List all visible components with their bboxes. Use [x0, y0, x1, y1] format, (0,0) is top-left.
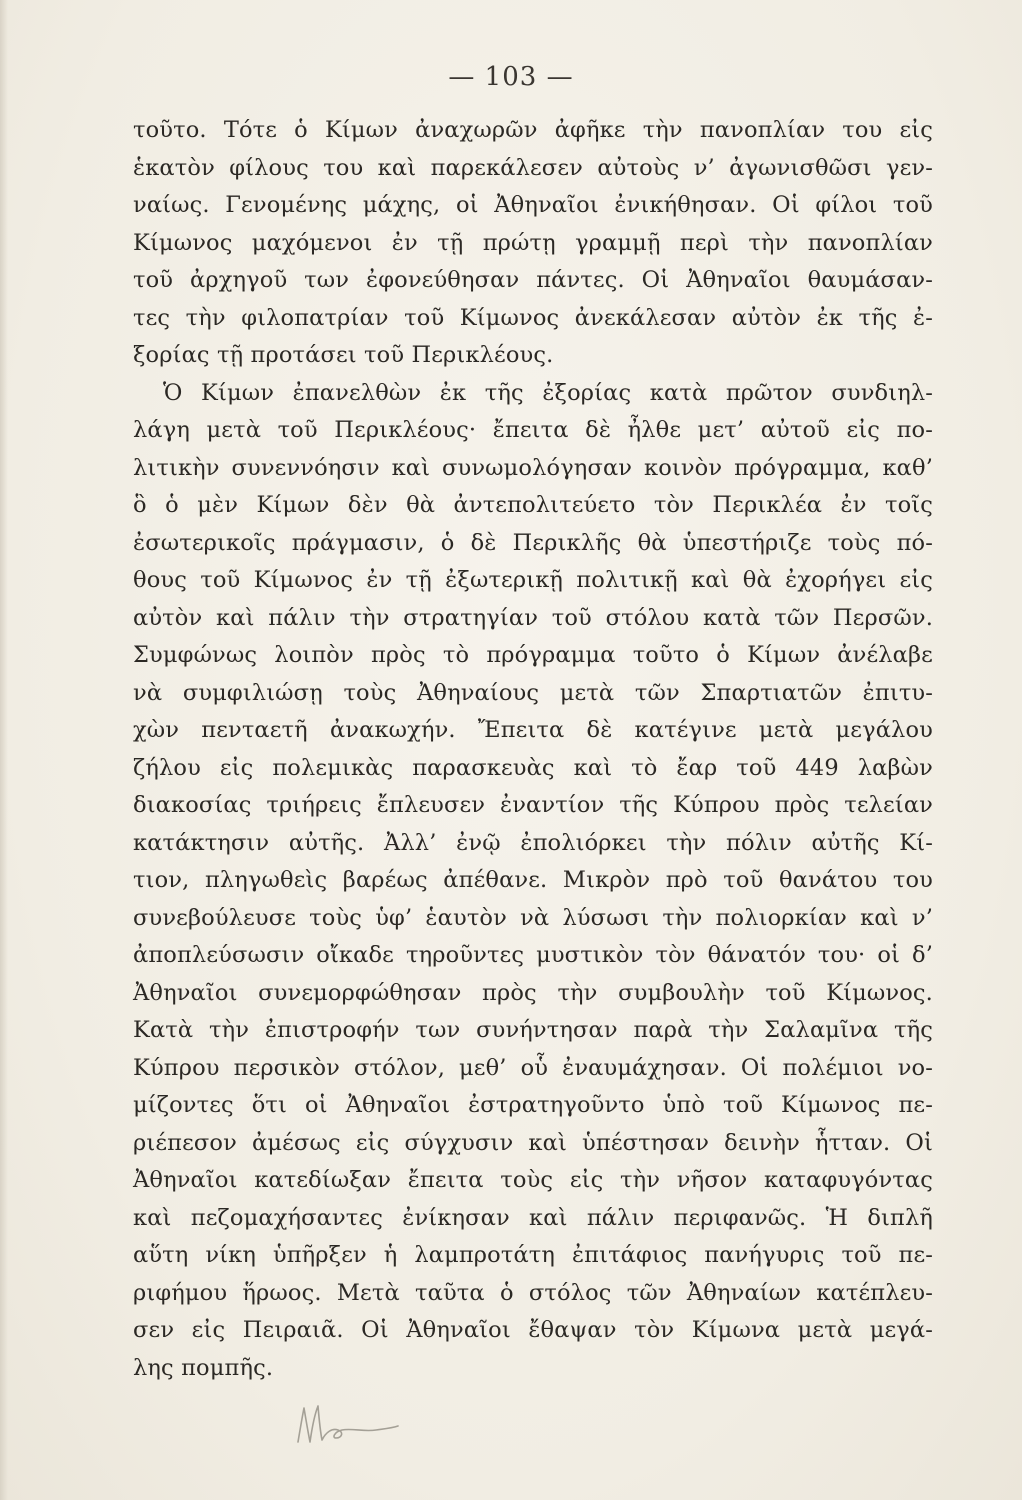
text-line: τοῦ ἀρχηγοῦ των ἐφονεύθησαν πάντες. Οἱ Ἀθηναῖοι θαυμάσαν- — [133, 267, 933, 293]
text-line: κατάκτησιν αὐτῆς. Ἀλλ’ ἐνῷ ἐπολιόρκει τὴν πόλιν αὐτῆς Κί- — [133, 829, 933, 856]
text-line: τες τὴν φιλοπατρίαν τοῦ Κίμωνος ἀνεκάλεσαν αὐτὸν ἐκ τῆς ἐ- — [133, 304, 933, 331]
text-line: ζήλου εἰς πολεμικὰς παρασκευὰς καὶ τὸ ἔαρ τοῦ 449 λαβὼν — [133, 754, 933, 781]
text-line: ἑκατὸν φίλους του καὶ παρεκάλεσεν αὐτοὺς ν’ ἀγωνισθῶσι γεν- — [133, 154, 933, 181]
text-line: ριφήμου ἥρωος. Μετὰ ταῦτα ὁ στόλος τῶν Ἀθηναίων κατέπλευ- — [133, 1279, 933, 1306]
page-binding-edge — [0, 0, 8, 1500]
text-line: ναίως. Γενομένης μάχης, οἱ Ἀθηναῖοι ἐνικήθησαν. Οἱ φίλοι τοῦ — [133, 192, 933, 218]
text-line: μίζοντες ὅτι οἱ Ἀθηναῖοι ἐστρατηγοῦντο ὑπὸ τοῦ Κίμωνος πε- — [133, 1092, 933, 1118]
text-line-paragraph-end: λης πομπῆς. — [133, 1354, 274, 1381]
handwritten-signature — [292, 1392, 402, 1452]
text-line: ἀποπλεύσωσιν οἴκαδε τηροῦντες μυστικὸν τὸν θάνατόν του· οἱ δ’ — [133, 942, 933, 968]
text-line: τιον, πληγωθεὶς βαρέως ἀπέθανε. Μικρὸν πρὸ τοῦ θανάτου του — [133, 867, 933, 893]
text-line: λάγη μετὰ τοῦ Περικλέους· ἔπειτα δὲ ἦλθε μετ’ αὐτοῦ εἰς πο- — [133, 417, 933, 443]
text-line: Κίμωνος μαχόμενοι ἐν τῇ πρώτῃ γραμμῇ περὶ τὴν πανοπλίαν — [133, 229, 933, 256]
text-line: νὰ συμφιλιώσῃ τοὺς Ἀθηναίους μετὰ τῶν Σπαρτιατῶν ἐπιτυ- — [133, 679, 933, 706]
text-line: θους τοῦ Κίμωνος ἐν τῇ ἐξωτερικῇ πολιτικῇ καὶ θὰ ἐχορήγει εἰς — [133, 567, 933, 593]
text-line: ὃ ὁ μὲν Κίμων δὲν θὰ ἀντεπολιτεύετο τὸν Περικλέα ἐν τοῖς — [133, 492, 933, 518]
text-line: αὐτὸν καὶ πάλιν τὴν στρατηγίαν τοῦ στόλου κατὰ τῶν Περσῶν. — [133, 604, 933, 631]
text-line: Ἀθηναῖοι κατεδίωξαν ἔπειτα τοὺς εἰς τὴν νῆσον καταφυγόντας — [133, 1167, 933, 1193]
text-line: ριέπεσον ἀμέσως εἰς σύγχυσιν καὶ ὑπέστησαν δεινὴν ἧτταν. Οἱ — [133, 1129, 933, 1156]
text-line: Συμφώνως λοιπὸν πρὸς τὸ πρόγραμμα τοῦτο ὁ Κίμων ἀνέλαβε — [133, 642, 933, 668]
text-line: αὕτη νίκη ὑπῆρξεν ἡ λαμπροτάτη ἐπιτάφιος πανήγυρις τοῦ πε- — [133, 1242, 933, 1268]
text-line: τοῦτο. Τότε ὁ Κίμων ἀναχωρῶν ἀφῆκε τὴν πανοπλίαν του εἰς — [133, 117, 933, 143]
text-line: ἐσωτερικοῖς πράγμασιν, ὁ δὲ Περικλῆς θὰ ὑπεστήριζε τοὺς πό- — [133, 529, 933, 556]
page-number: — 103 — — [448, 62, 574, 92]
text-line: σεν εἰς Πειραιᾶ. Οἱ Ἀθηναῖοι ἔθαψαν τὸν Κίμωνα μετὰ μεγά- — [133, 1317, 933, 1343]
text-line: Κύπρου περσικὸν στόλον, μεθ’ οὗ ἐναυμάχησαν. Οἱ πολέμιοι νο- — [133, 1054, 933, 1081]
text-line: Κατὰ τὴν ἐπιστροφήν των συνήντησαν παρὰ τὴν Σαλαμῖνα τῆς — [133, 1017, 933, 1043]
text-line: χὼν πενταετῆ ἀνακωχήν. Ἔπειτα δὲ κατέγινε μετὰ μεγάλου — [133, 717, 933, 743]
text-line-paragraph-start: Ὁ Κίμων ἐπανελθὼν ἐκ τῆς ἐξορίας κατὰ πρῶτον συνδιηλ- — [163, 379, 933, 406]
text-line: Ἀθηναῖοι συνεμορφώθησαν πρὸς τὴν συμβουλὴν τοῦ Κίμωνος. — [133, 979, 933, 1006]
body-text — [133, 112, 933, 1387]
text-line: καὶ πεζομαχήσαντες ἐνίκησαν καὶ πάλιν περιφανῶς. Ἡ διπλῆ — [133, 1204, 933, 1231]
text-line: συνεβούλευσε τοὺς ὑφ’ ἑαυτὸν νὰ λύσωσι τὴν πολιορκίαν καὶ ν’ — [133, 904, 933, 931]
text-line: λιτικὴν συνεννόησιν καὶ συνωμολόγησαν κοινὸν πρόγραμμα, καθ’ — [133, 454, 933, 481]
text-line: διακοσίας τριήρεις ἔπλευσεν ἐναντίον τῆς Κύπρου πρὸς τελείαν — [133, 792, 933, 818]
text-line-paragraph-end: ξορίας τῇ προτάσει τοῦ Περικλέους. — [133, 342, 554, 368]
